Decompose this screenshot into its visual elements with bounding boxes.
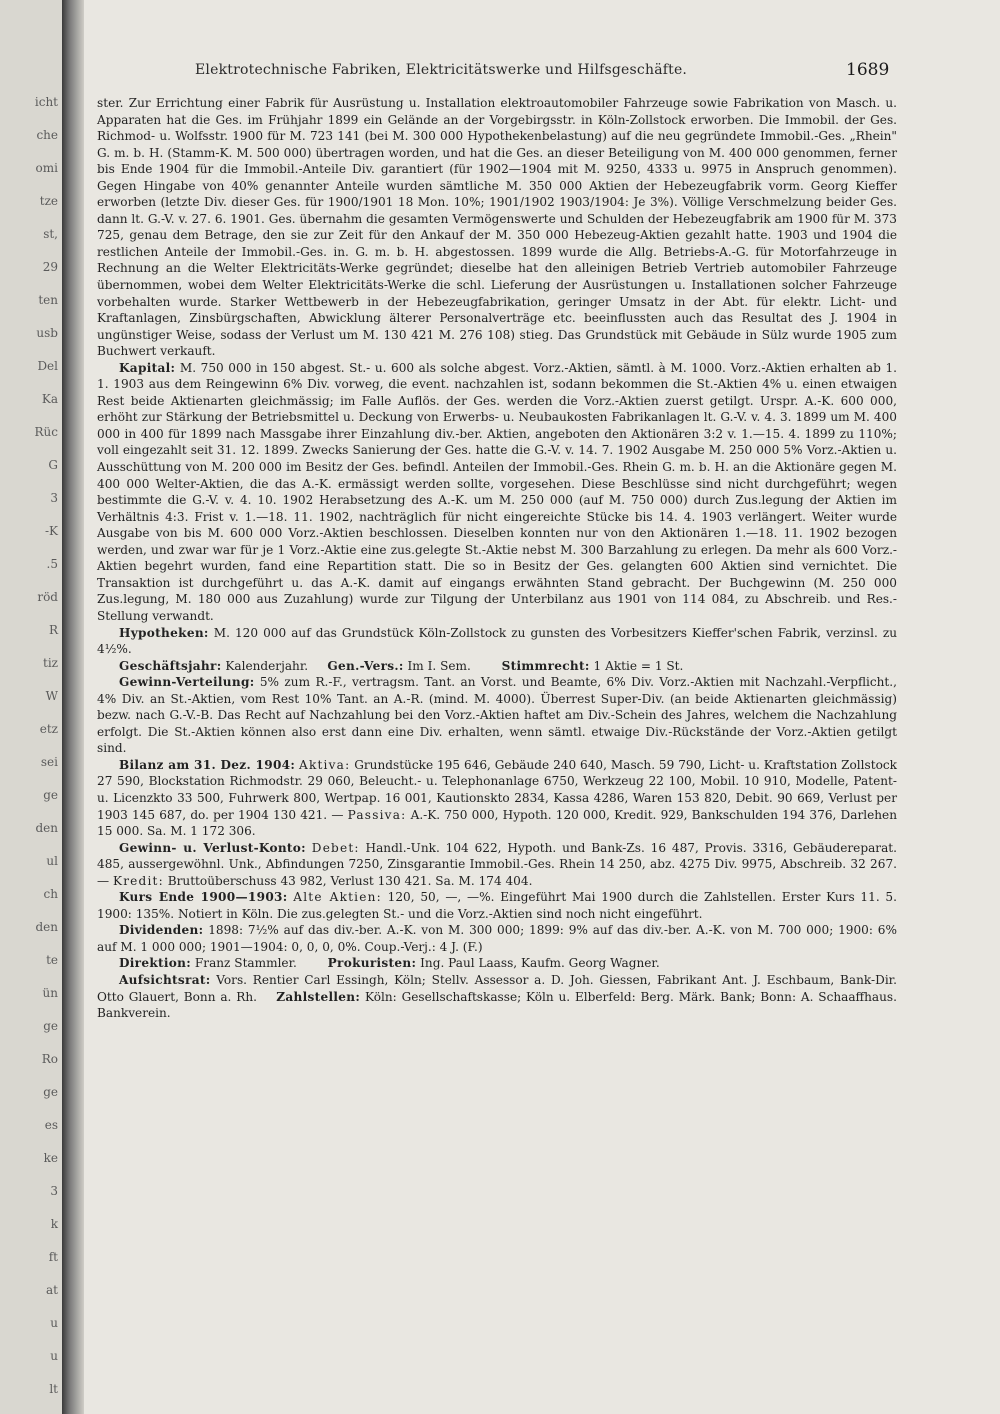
hypotheken-label: Hypotheken: <box>119 625 209 640</box>
geschaeftsjahr-label: Geschäftsjahr: <box>119 658 222 673</box>
fragment-line: k <box>50 1217 58 1231</box>
bilanz-paragraph: Bilanz am 31. Dez. 1904: Aktiva: Grundstücke 195 646, Gebäude 240 640, Masch. 59 790, Licht- u. Kraftstation Zollstock 27 590, Blockstation Richmodstr. 29 060, Beleucht.- u. Telephonanlage 6750, Werkzeug 22 100, Mobil. 10 910, Modelle, Patent- u. Licenzkto 33 500, Fuhrwerk 800, Wertpap. 16 001, Kautionskto 2834, Kassa 4286, Waren 153 820, Debit. 90 669, Verlust per 1903 145 687, do. per 1904 130 421. — Passiva: A.-K. 750 000, Hypoth. 120 000, Kredit. 929, Bankschulden 194 376, Darlehen 15 000. Sa. M. 1 172 306. <box>97 757 897 839</box>
direktion-text: Franz Stammler. <box>194 956 297 971</box>
fragment-line: ul <box>46 854 58 868</box>
prokuristen-text: Ing. Paul Laass, Kaufm. Georg Wagner. <box>420 956 660 971</box>
fragment-line: G <box>48 458 58 472</box>
gewinn-verteilung-label: Gewinn-Verteilung: <box>119 675 255 690</box>
fragment-line: .5 <box>46 557 58 571</box>
fragment-line: te <box>46 953 58 967</box>
bilanz-label: Bilanz am 31. Dez. 1904: <box>119 757 296 772</box>
fragment-line: ge <box>43 788 58 802</box>
gen-vers-label: Gen.-Vers.: <box>327 658 404 673</box>
direktion-label: Direktion: <box>119 956 192 971</box>
gewinn-verlust-paragraph: Gewinn- u. Verlust-Konto: Debet: Handl.-Unk. 104 622, Hypoth. und Bank-Zs. 16 487, Provis. 3316, Gebäudereparat. 485, aussergewöhnl. Unk., Abfindungen 7250, Zinsgarantie Immobil.-Ges. Rhein 14 250, abz. 4275 Div. 9975, Abschreib. 32 267. — Kredit: Bruttoüberschuss 43 982, Verlust 130 421. Sa. M. 174 404. <box>97 840 897 888</box>
fragment-line: röd <box>37 590 58 604</box>
aufsichtsrat-text: Vors. Rentier Carl Essingh, Köln; Stellv. Assessor a. D. Joh. Giessen, Fabrikant Ant. J. Eschbaum, Bank-Dir. Otto Glauert, Bonn a. Rh. <box>97 972 897 1004</box>
hypotheken-paragraph <box>97 625 897 658</box>
fragment-line: ge <box>43 1019 58 1033</box>
gewinn-verlust-label: Gewinn- u. Verlust-Konto: <box>119 840 306 855</box>
gewinn-verteilung-text: 5% zum R.-F., vertragsm. Tant. an Vorst. und Beamte, 6% Div. Vorz.-Aktien mit Nachzahl.-Verpflicht., 4% Div. an St.-Aktien, vom Rest 10% Tant. an A.-R. (mind. M. 4000). Überrest Super-Div. (an beide Aktienarten gleichmässig) bezw. nach G.-V.-B. Das Recht auf Nachzahlung bei den Vorz.-Aktien haftet am Div.-Schein des Jahres, welchem die Nachzahlung erfolgt. Die St.-Aktien können also erst dann eine Div. erhalten, wenn sämtl. etwaige Div.-Rückstände der Vorz.-Aktien getilgt sind. <box>97 675 897 756</box>
passiva-text: A.-K. 750 000, Hypoth. 120 000, Kredit. 929, Bankschulden 194 376, Darlehen 15 000. Sa. M. 1 172 306. <box>97 807 897 839</box>
fragment-line: st, <box>43 227 58 241</box>
running-header: Elektrotechnische Fabriken, Elektricitätswerke und Hilfsgeschäfte. <box>195 62 688 78</box>
fragment-line: tiz <box>43 656 58 670</box>
aktiva-text: Grundstücke 195 646, Gebäude 240 640, Masch. 59 790, Licht- u. Kraftstation Zollstock 27 590, Blockstation Richmodstr. 29 060, Beleucht.- u. Telephonanlage 6750, Werkzeug 22 100, Mobil. 10 910, Modelle, Patent- u. Licenzkto 33 500, Fuhrwerk 800, Wertpap. 16 001, Kautionskto 2834, Kassa 4286, Waren 153 820, Debit. 90 669, Verlust per 1903 145 687, do. per 1904 130 421. <box>97 757 897 822</box>
hypotheken-text: M. 120 000 auf das Grundstück Köln-Zollstock zu gunsten des Vorbesitzers Kieffer'schen Fabrik, verzinsl. zu 4½%. <box>97 625 897 657</box>
intro-paragraph <box>97 95 897 360</box>
kredit-text: Bruttoüberschuss 43 982, Verlust 130 421. Sa. M. 174 404. <box>167 873 533 888</box>
fragment-line: u <box>50 1349 58 1363</box>
debet-text: Handl.-Unk. 104 622, Hypoth. und Bank-Zs. 16 487, Provis. 3316, Gebäudereparat. 485, aussergewöhnl. Unk., Abfindungen 7250, Zinsgarantie Immobil.-Ges. Rhein 14 250, abz. 4275 Div. 9975, Abschreib. 32 267. <box>97 840 897 872</box>
fragment-line: lt <box>49 1382 58 1396</box>
fragment-line: W <box>45 689 58 703</box>
kapital-text: M. 750 000 in 150 abgest. St.- u. 600 als solche abgest. Vorz.-Aktien, sämtl. à M. 1000. Vorz.-Aktien erhalten ab 1. 1. 1903 aus dem Reingewinn 6% Div. vorweg, die event. nachzahlen ist, sodann bekommen die St.-Aktien 4% u. einen etwaigen Rest beide Aktienarten gleichmässig; im Falle Auflös. der Ges. werden die Vorz.-Aktien zuerst getilgt. Urspr. A.-K. 600 000, erhöht zur Stärkung der Betriebsmittel u. Deckung von Erwerbs- u. Neubaukosten Fabrikanlagen lt. G.-V. v. 4. 3. 1899 um M. 400 000 in 400 für 1899 nach Massgabe ihrer Einzahlung div.-ber. Aktien, angeboten den Aktionären 3:2 v. 1.—15. 4. 1899 zu 110%; voll eingezahlt seit 31. 12. 1899. Zwecks Sanierung der Ges. hatte die G.-V. v. 14. 7. 1902 Ausgabe M. 250 000 5% Vorz.-Aktien u. Ausschüttung von M. 200 000 im Besitz der Ges. befindl. Anteilen der Immobil.-Ges. Rhein G. m. b. H. an die Aktionäre gegen M. 400 000 Welter-Aktien, die das A.-K. ermässigt werden sollte, vorgesehen. Diese Beschlüsse sind nicht durchgeführt; wegen bestimmte die G.-V. v. 4. 10. 1902 Herabsetzung des A.-K. um M. 250 000 (auf M. 750 000) durch Zus.legung der Aktien im Verhältnis 4:3. Frist v. 1.—18. 11. 1902, nachträglich für nicht eingereichte Stücke bis 14. 4. 1903 verlängert. Weiter wurde Ausgabe von bis M. 600 000 Vorz.-Aktien beschlossen. Dieselben konnten nur von den Aktionären 1.—18. 11. 1902 bezogen werden, und zwar war für je 1 Vorz.-Aktie eine zus.gelegte St.-Aktie nebst M. 300 Barzahlung zu erlegen. Da mehr als 600 Vorz.-Aktien begehrt wurden, fand eine Repartition statt. Die so in Besitz der Ges. gelangten 600 Aktien sind vernichtet. Die Transaktion ist durchgeführt u. das A.-K. damit auf eingangs erwähnten Stand gebracht. Der Buchgewinn (M. 250 000 Zus.legung, M. 180 000 aus Zuzahlung) wurde zur Tilgung der Unterbilanz aus 1901 von 114 084, zu Abschreib. und Res.-Stellung verwandt. <box>97 360 897 623</box>
stimmrecht-label: Stimmrecht: <box>501 658 590 673</box>
fragment-line: Ro <box>41 1052 58 1066</box>
intro-text: ster. Zur Errichtung einer Fabrik für Ausrüstung u. Installation elektroautomobiler Fahrzeuge sowie Fabrikation von Masch. u. Apparaten hat die Ges. im Frühjahr 1899 ein Gelände an der Vorgebirgsstr. in Köln-Zollstock erworben. Die Immobil. der Ges. Richmod- u. Wolfsstr. 1900 für M. 723 141 (bei M. 300 000 Hypothekenbelastung) auf die neu gegründete Immobil.-Ges. „Rhein" G. m. b. H. (Stamm-K. M. 500 000) übertragen worden, und hat die Ges. an dieser Beteiligung von M. 400 000 genommen, ferner bis Ende 1904 für die Immobil.-Anteile Div. garantiert (für 1902—1904 mit M. 9250, 4333 u. 9975 in Anspruch genommen). Gegen Hingabe von 40% genannter Anteile wurden sämtliche M. 350 000 Aktien der Hebezeugfabrik vorm. Georg Kieffer erworben (letzte Div. dieser Ges. für 1900/1901 18 Mon. 10%; 1901/1902 1903/1904: Je 3%). Völlige Verschmelzung beider Ges. dann lt. G.-V. v. 27. 6. 1901. Ges. übernahm die gesamten Vermögenswerte und Schulden der Hebezeugfabrik am 1900 für M. 373 725, genau dem Betrage, den sie zur Zeit für den Ankauf der M. 350 000 Hebezeug-Aktien gezahlt hatte. 1903 und 1904 die restlichen Anteile der Immobil.-Ges. in. G. m. b. H. abgestossen. 1899 wurde die Allg. Betriebs-A.-G. für Motorfahrzeuge in Rechnung an die Welter Elektricitäts-Werke gegründet; dieselbe hat den alleinigen Betrieb Vertrieb automobiler Fahrzeuge übernommen, wobei dem Welter Elektricitäts-Werke die schl. Lieferung der Ausrüstungen u. Installationen solcher Fahrzeuge vorbehalten wurde. Starker Wettbewerb in der Hebezeugfabrikation, geringer Umsatz in der Abt. für elektr. Licht- und Kraftanlagen, Zinsbürgschaften, Abwicklung älterer Personalverträge etc. beeinflussten auch das Resultat des J. 1904 in ungünstiger Weise, sodass der Verlust um M. 130 421 M. 276 108) stieg. Das Grundstück mit Gebäude in Sülz wurde 1905 zum Buchwert verkauft. <box>97 96 897 359</box>
fragment-line: Del <box>37 359 58 373</box>
gewinn-verteilung-paragraph <box>97 674 897 757</box>
fragment-line: omi <box>35 161 58 175</box>
fragment-line: ge <box>43 1085 58 1099</box>
kurs-text: 120, 50, —, —%. Eingeführt Mai 1900 durch die Zahlstellen. Erster Kurs 11. 5. 1900: 135%. Notiert in Köln. Die zus.gelegten St.- und die Vorz.-Aktien sind noch nicht eingeführt. <box>97 890 897 921</box>
previous-page-fragment <box>0 0 62 1414</box>
fragment-line: at <box>46 1283 58 1297</box>
dividenden-paragraph <box>97 922 897 955</box>
fragment-line: es <box>44 1118 58 1132</box>
fragment-line: che <box>36 128 58 142</box>
dividenden-text: 1898: 7½% auf das div.-ber. A.-K. von M. 300 000; 1899: 9% auf das div.-ber. A.-K. von M. 700 000; 1900: 6% auf M. 1 000 000; 1901—1904: 0, 0, 0, 0%. Coup.-Verj.: 4 J. (F.) <box>97 923 897 954</box>
fragment-line: tze <box>39 194 58 208</box>
fragment-line: ft <box>48 1250 58 1264</box>
aktiva-label: Aktiva: <box>299 757 351 772</box>
gen-vers-text: Im I. Sem. <box>407 658 471 673</box>
fragment-line: ün <box>42 986 58 1000</box>
fragment-line: -K <box>44 524 58 538</box>
fragment-line: den <box>35 920 58 934</box>
kredit-label: Kredit: <box>112 873 164 888</box>
fragment-line: u <box>50 1316 58 1330</box>
fragment-line: icht <box>34 95 58 109</box>
fragment-line: 29 <box>42 260 58 274</box>
main-text <box>97 95 897 1022</box>
fragment-line: Ka <box>41 392 58 406</box>
stimmrecht-text: 1 Aktie = 1 St. <box>593 658 684 673</box>
aufsichtsrat-paragraph <box>97 972 897 1022</box>
zahlstellen-text: Köln: Gesellschaftskasse; Köln u. Elberfeld: Berg. Märk. Bank; Bonn: A. Schaaffhaus. Bankverein. <box>97 989 897 1021</box>
kapital-label: Kapital: <box>119 360 176 375</box>
fragment-line: 3 <box>50 491 58 505</box>
dividenden-label: Dividenden: <box>119 923 204 938</box>
alte-aktien-label: Alte Aktien: <box>293 890 382 905</box>
aufsichtsrat-label: Aufsichtsrat: <box>119 972 211 987</box>
geschaeftsjahr-text: Kalenderjahr. <box>225 658 309 673</box>
fragment-line: ch <box>43 887 58 901</box>
fragment-line: sei <box>40 755 58 769</box>
fragment-line: etz <box>39 722 58 736</box>
geschaeftsjahr-paragraph <box>97 658 897 675</box>
prokuristen-label: Prokuristen: <box>327 956 417 971</box>
fragment-line: R <box>48 623 58 637</box>
zahlstellen-label: Zahlstellen: <box>276 989 361 1004</box>
page-number: 1689 <box>846 60 890 80</box>
fragment-line: ke <box>43 1151 58 1165</box>
kurs-paragraph <box>97 889 897 922</box>
direktion-paragraph <box>97 955 897 972</box>
debet-label: Debet: <box>311 840 360 855</box>
kapital-paragraph <box>97 360 897 625</box>
fragment-line: den <box>35 821 58 835</box>
passiva-label: Passiva: <box>347 807 407 822</box>
fragment-line: Rüc <box>34 425 58 439</box>
kurs-label: Kurs Ende 1900—1903: <box>119 890 288 905</box>
fragment-line: ten <box>38 293 58 307</box>
fragment-line: usb <box>36 326 58 340</box>
page-gutter-shadow <box>62 0 84 1414</box>
fragment-line: 3 <box>50 1184 58 1198</box>
